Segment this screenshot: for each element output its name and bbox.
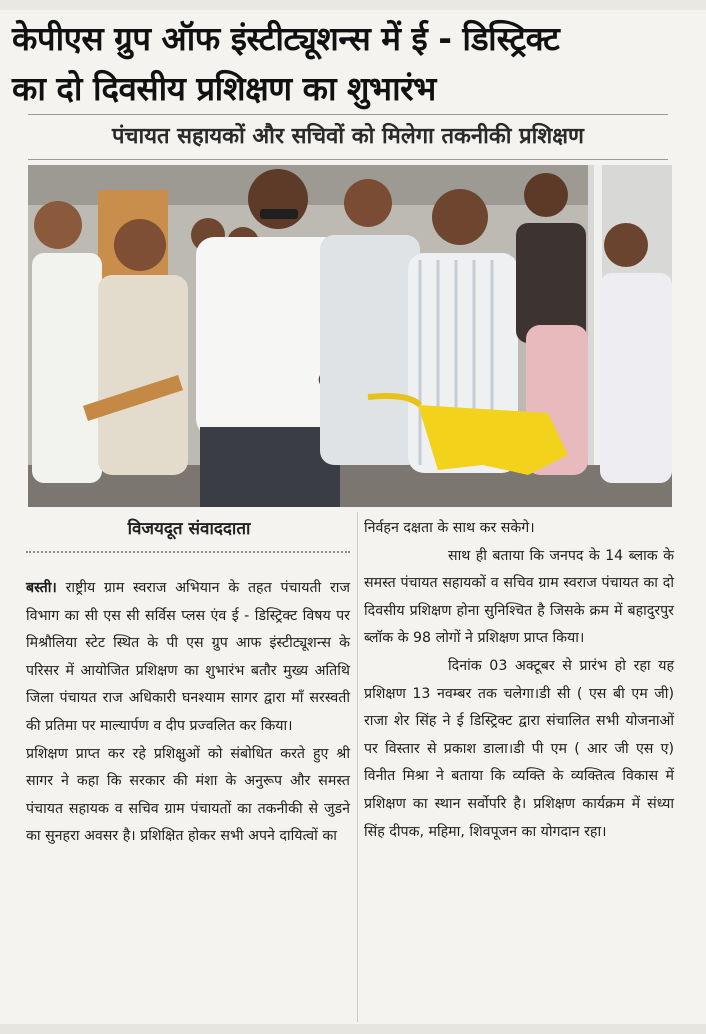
paragraph-5: दिनांक 03 अक्टूबर से प्रारंभ हो रहा यह प्रशिक्षण 13 नवम्बर तक चलेगा।डी सी ( एस बी एम जी) राजा शेर सिंह ने ई डिस्ट्रिक्ट द्वारा संचालित सभी योजनाओं पर विस्तार से प्रकाश डाला।डी पी एम ( आर जी एस ए) विनीत मिश्रा ने बताया कि व्यक्ति के व्यक्तित्व विकास में प्रशिक्षण का स्थान सर्वोपरि है। प्रशिक्षण कार्यक्रम में संध्या सिंह दीपक, महिमा, शिवपूजन का योगदान रहा। xyxy=(364,657,674,840)
photo-chief-guest-trousers xyxy=(200,427,340,507)
photo-person-9-head xyxy=(604,223,648,267)
column-divider xyxy=(357,512,358,1022)
previous-article-edge xyxy=(0,0,706,10)
headline-line-2: का दो दिवसीय प्रशिक्षण का शुभारंभ xyxy=(12,69,436,108)
photo-illustration xyxy=(28,165,672,507)
headline-line-1: केपीएस ग्रुप ऑफ इंस्टीट्यूशन्स में ई - डिस्ट्रिक्ट xyxy=(12,19,560,58)
photo-person-1-head xyxy=(34,201,82,249)
photo-glasses xyxy=(260,209,298,219)
article-column-right xyxy=(364,515,674,846)
photo-chief-guest-head xyxy=(248,169,308,229)
paragraph-1-text: राष्ट्रीय ग्राम स्वराज अभियान के तहत पंचायती राज विभाग का सी एस सी सर्विस प्लस एंव ई - डिस्ट्रिक्ट विषय पर मिश्रौलिया स्टेट स्थित के पी एस ग्रुप आफ इंस्टीट्यूशन्स के परिसर में आयोजित प्रशिक्षण का शुभारंभ बतौर मुख्य अतिथि जिला पंचायत राज अधिकारी घनश्याम सागर द्वारा माँ सरस्वती की प्रतिमा पर माल्यार्पण व दीप प्रज्वलित कर किया। xyxy=(26,580,351,734)
photo-yellow-ribbon-cloth xyxy=(418,405,568,475)
subheading: पंचायत सहायकों और सचिवों को मिलेगा तकनीकी प्रशिक्षण xyxy=(112,124,584,149)
byline-divider xyxy=(26,551,350,553)
photo-person-2-head xyxy=(114,219,166,271)
next-article-edge xyxy=(0,1024,706,1034)
byline: विजयदूत संवाददाता xyxy=(127,519,251,539)
paragraph-2: प्रशिक्षण प्राप्त कर रहे प्रशिक्षुओं को संबोधित करते हुए श्री सागर ने कहा कि सरकार की मंशा के अनुरूप और समस्त पंचायत सहायक व सचिव ग्राम पंचायतों का तकनीकी से जुडने का सुनहरा अवसर है। प्रशिक्षित होकर सभी अपने दायित्वों का xyxy=(26,745,350,845)
paragraph-1 xyxy=(26,575,350,741)
headline xyxy=(12,14,692,114)
dateline: बस्ती। xyxy=(26,580,57,596)
subheading-top-rule xyxy=(28,114,668,115)
paragraph-4: साथ ही बताया कि जनपद के 14 ब्लाक के समस्त पंचायत सहायकों व सचिव ग्राम स्वराज पंचायत का दो दिवसीय प्रशिक्षण होना सुनिश्चित है जिसके क्रम में बहादुरपुर ब्लॉक के 98 लोगों ने प्रशिक्षण प्राप्त किया। xyxy=(364,547,674,647)
photo-person-9-shirt xyxy=(600,273,672,483)
ribbon-cutting-photo xyxy=(28,165,672,507)
photo-person-8-head xyxy=(524,173,568,217)
photo-person-1-shirt xyxy=(32,253,102,483)
article-column-left xyxy=(26,575,350,851)
paragraph-3: निर्वहन दक्षता के साथ कर सकेगे। xyxy=(364,520,535,536)
photo-person-2-shirt xyxy=(98,275,188,475)
photo-person-6-head xyxy=(344,179,392,227)
subheading-bottom-rule xyxy=(28,159,668,160)
photo-person-6-shirt xyxy=(320,235,420,465)
photo-person-7-head xyxy=(432,189,488,245)
